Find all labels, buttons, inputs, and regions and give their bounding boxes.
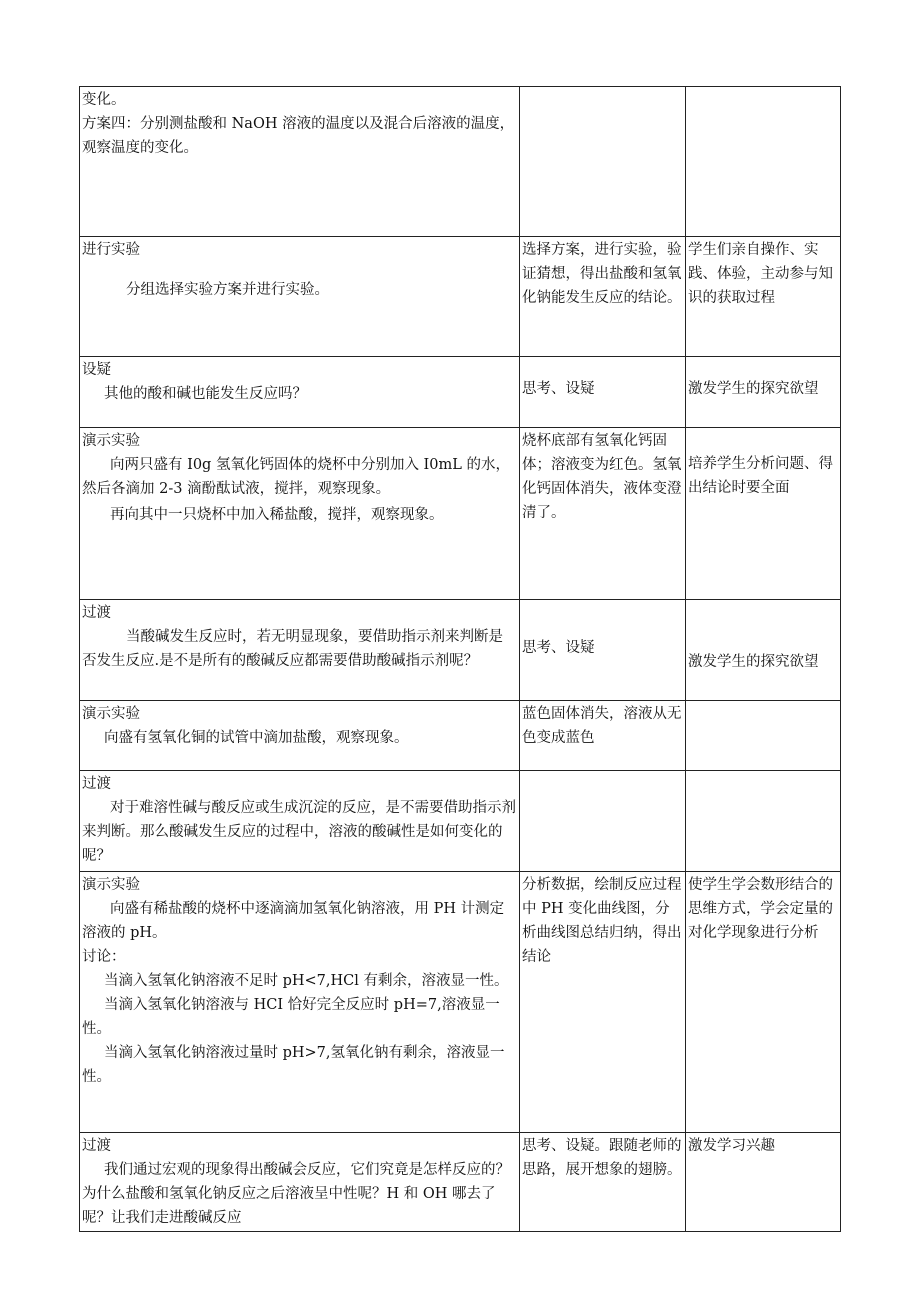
table-row [80,771,841,872]
activity-cell [80,771,520,872]
design-cell: 使学生学会数形结合的思维方式，学会定量的对化学现象进行分析 [686,872,841,1133]
student-cell: 思考、设疑。跟随老师的思路，展开想象的翅膀。 [520,1133,686,1232]
activity-cell [80,357,520,428]
section-heading: 演示实验 [82,877,140,893]
table-row [80,357,841,428]
design-cell: 激发学生的探究欲望 [686,357,841,428]
design-cell: 激发学生的探究欲望 [686,600,841,701]
discussion-label: 讨论： [82,949,126,965]
activity-cell [80,701,520,771]
design-cell: 培养学生分析问题、得出结论时要全面 [686,428,841,600]
design-cell [686,87,841,237]
table-row [80,600,841,701]
section-heading: 过渡 [82,1138,111,1154]
activity-text: 再向其中一只烧杯中加入稀盐酸，搅拌，观察现象。 [110,507,444,523]
activity-text: 我们通过宏观的现象得出酸碱会反应，它们究竟是怎样反应的？为什么盐酸和氢氧化钠反应之后溶液呈中性呢？H 和 OH 哪去了呢？让我们走进酸碱反应 [82,1162,510,1226]
activity-cell [80,600,520,701]
student-cell: 思考、设疑 [520,357,686,428]
table-row [80,1133,841,1232]
table-row [80,87,841,237]
design-cell [686,701,841,771]
activity-text: 当酸碱发生反应时，若无明显现象，要借助指示剂来判断是否发生反应.是不是所有的酸碱反应都需要借助酸碱指示剂呢？ [82,629,503,669]
table-row [80,701,841,771]
student-cell: 蓝色固体消失，溶液从无色变成蓝色 [520,701,686,771]
table-row [80,237,841,357]
activity-text: 变化。 [82,92,126,108]
activity-text: 对于难溶性碱与酸反应或生成沉淀的反应，是不需要借助指示剂来判断。那么酸碱发生反应的过程中，溶液的酸碱性是如何变化的呢？ [82,800,516,864]
activity-cell [80,872,520,1133]
student-cell: 选择方案，进行实验，验证猜想，得出盐酸和氢氧化钠能发生反应的结论。 [520,237,686,357]
discussion-item: 当滴入氢氧化钠溶液过量时 pH>7,氢氧化钠有剩余，溶液显一性。 [82,1045,505,1085]
student-cell: 思考、设疑 [520,600,686,701]
discussion-item: 当滴入氢氧化钠溶液不足时 pH<7,HCl 有剩余，溶液显一性。 [104,973,509,989]
section-heading: 演示实验 [82,706,140,722]
table-row [80,428,841,600]
section-heading: 进行实验 [82,242,140,258]
activity-text: 向盛有氢氧化铜的试管中滴加盐酸，观察现象。 [104,730,409,746]
student-cell [520,87,686,237]
activity-cell [80,1133,520,1232]
student-cell [520,771,686,872]
discussion-item: 当滴入氢氧化钠溶液与 HCI 恰好完全反应时 pH=7,溶液显一性。 [82,997,500,1037]
activity-cell [80,237,520,357]
table-row [80,872,841,1133]
activity-text: 向两只盛有 I0g 氢氧化钙固体的烧杯中分别加入 I0mL 的水，然后各滴加 2-3 滴酚酞试液，搅拌，观察现象。 [82,457,511,497]
lesson-plan-table [79,86,841,1232]
design-cell: 学生们亲自操作、实践、体验，主动参与知识的获取过程 [686,237,841,357]
activity-text: 其他的酸和碱也能发生反应吗？ [104,386,307,402]
section-heading: 过渡 [82,776,111,792]
section-heading: 设疑 [82,362,111,378]
activity-text: 方案四：分别测盐酸和 NaOH 溶液的温度以及混合后溶液的温度，观察温度的变化。 [82,116,515,156]
activity-cell [80,428,520,600]
activity-text: 分组选择实验方案并进行实验。 [126,282,329,298]
activity-cell [80,87,520,237]
section-heading: 过渡 [82,605,111,621]
design-cell [686,771,841,872]
section-heading: 演示实验 [82,433,140,449]
activity-text: 向盛有稀盐酸的烧杯中逐滴滴加氢氧化钠溶液，用 PH 计测定溶液的 pH。 [82,901,505,941]
student-cell: 烧杯底部有氢氧化钙固体；溶液变为红色。氢氧化钙固体消失，液体变澄清了。 [520,428,686,600]
student-cell: 分析数据，绘制反应过程中 PH 变化曲线图，分析曲线图总结归纳，得出结论 [520,872,686,1133]
design-cell: 激发学习兴趣 [686,1133,841,1232]
